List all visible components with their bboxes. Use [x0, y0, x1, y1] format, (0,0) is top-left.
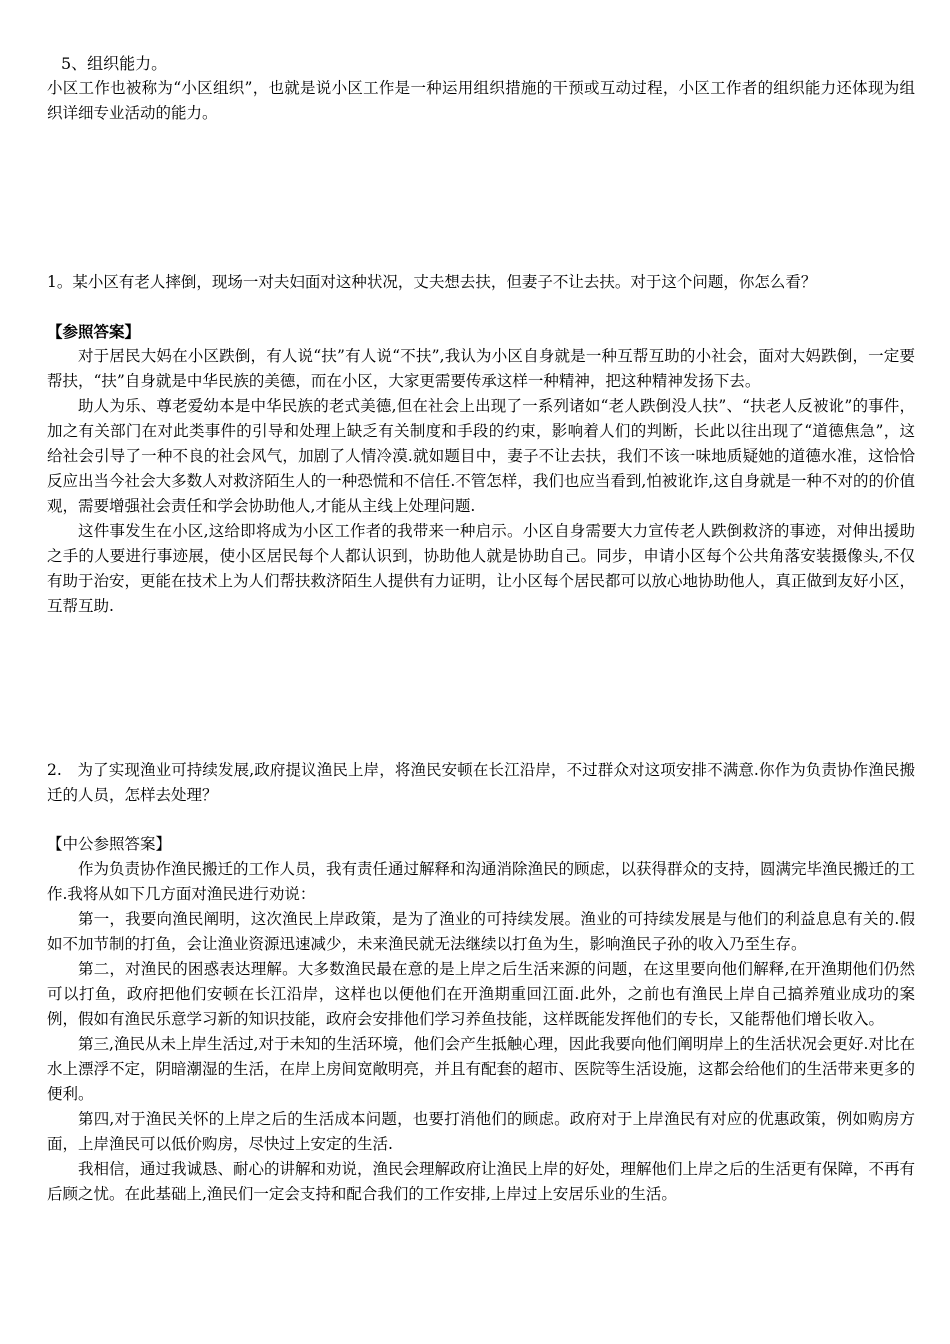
- question-2-block: [47, 758, 915, 1207]
- question-1-paragraph: 助人为乐、尊老爱幼本是中华民族的老式美德,但在社会上出现了一系列诸如“老人跌倒没人扶”、“扶老人反被讹”的事件，加之有关部门在对此类事件的引导和处理上缺乏有关制度和手段的约束，影响着人们的判断，长此以往出现了“道德焦急”，这给社会引导了一种不良的社会风气，加剧了人情冷漠.就如题目中，妻子不让去扶，我们不该一味地质疑她的道德水准，这恰恰反应出当今社会大多数人对救济陌生人的一种恐慌和不信任.不管怎样，我们也应当看到,怕被讹诈,这自身就是一种不对的的价值观，需要增强社会责任和学会协助他人,才能从主线上处理问题.: [47, 397, 915, 515]
- question-2-paragraph: 第四,对于渔民关怀的上岸之后的生活成本问题，也要打消他们的顾虑。政府对于上岸渔民有对应的优惠政策，例如购房方面，上岸渔民可以低价购房，尽快过上安定的生活.: [47, 1110, 915, 1153]
- question-2-paragraph: 第一，我要向渔民阐明，这次渔民上岸政策，是为了渔业的可持续发展。渔业的可持续发展是与他们的利益息息有关的.假如不加节制的打鱼，会让渔业资源迅速减少，未来渔民就无法继续以打鱼为生，影响渔民子孙的收入乃至生存。: [47, 910, 915, 953]
- question-2-paragraph: 我相信，通过我诚恳、耐心的讲解和劝说，渔民会理解政府让渔民上岸的好处，理解他们上岸之后的生活更有保障，不再有后顾之忧。在此基础上,渔民们一定会支持和配合我们的工作安排,上岸过上安居乐业的生活。: [47, 1160, 916, 1203]
- section-heading: 5、组织能力。: [61, 54, 168, 73]
- question-1-text: 1。某小区有老人摔倒，现场一对夫妇面对这种状况，丈夫想去扶，但妻子不让去扶。对于这个问题，你怎么看？: [47, 273, 817, 291]
- question-2-text: 2. 为了实现渔业可持续发展,政府提议渔民上岸，将渔民安顿在长江沿岸，不过群众对这项安排不满意.你作为负责协作渔民搬迁的人员，怎样去处理？: [47, 761, 915, 804]
- question-1-block: [47, 270, 915, 619]
- section-organizing-ability: [47, 52, 915, 126]
- question-1-answer-label: 【参照答案】: [47, 322, 141, 341]
- question-1-paragraph: 对于居民大妈在小区跌倒，有人说“扶”有人说“不扶”,我认为小区自身就是一种互帮互助的小社会，面对大妈跌倒，一定要帮扶，“扶”自身就是中华民族的美德，而在小区，大家更需要传承这样一种精神，把这种精神发扬下去。: [47, 347, 915, 390]
- question-1-paragraph: 这件事发生在小区,这给即将成为小区工作者的我带来一种启示。小区自身需要大力宣传老人跌倒救济的事迹，对伸出援助之手的人要进行事迹展，使小区居民每个人都认识到，协助他人就是协助自己。同步，申请小区每个公共角落安装摄像头,不仅有助于治安，更能在技术上为人们帮扶救济陌生人提供有力证明，让小区每个居民都可以放心地协助他人，真正做到友好小区，互帮互助.: [47, 522, 916, 615]
- question-2-paragraph: 作为负责协作渔民搬迁的工作人员，我有责任通过解释和沟通消除渔民的顾虑，以获得群众的支持，圆满完毕渔民搬迁的工作.我将从如下几方面对渔民进行劝说：: [47, 860, 916, 903]
- question-2-paragraph: 第三,渔民从未上岸生活过,对于未知的生活环境，他们会产生抵触心理，因此我要向他们阐明岸上的生活状况会更好.对比在水上漂浮不定，阴暗潮湿的生活，在岸上房间宽敞明亮，并且有配套的超市、医院等生活设施，这都会给他们的生活带来更多的便利。: [47, 1035, 916, 1103]
- question-2-answer-label: 【中公参照答案】: [47, 835, 172, 853]
- section-body: 小区工作也被称为“小区组织”，也就是说小区工作是一种运用组织措施的干预或互动过程，小区工作者的组织能力还体现为组织详细专业活动的能力。: [47, 79, 915, 122]
- question-2-paragraph: 第二，对渔民的困惑表达理解。大多数渔民最在意的是上岸之后生活来源的问题，在这里要向他们解释,在开渔期他们仍然可以打鱼，政府把他们安顿在长江沿岸，这样也以便他们在开渔期重回江面.此外，之前也有渔民上岸自己搞养殖业成功的案例，假如有渔民乐意学习新的知识技能，政府会安排他们学习养鱼技能，这样既能发挥他们的专长，又能帮他们增长收入。: [47, 960, 915, 1028]
